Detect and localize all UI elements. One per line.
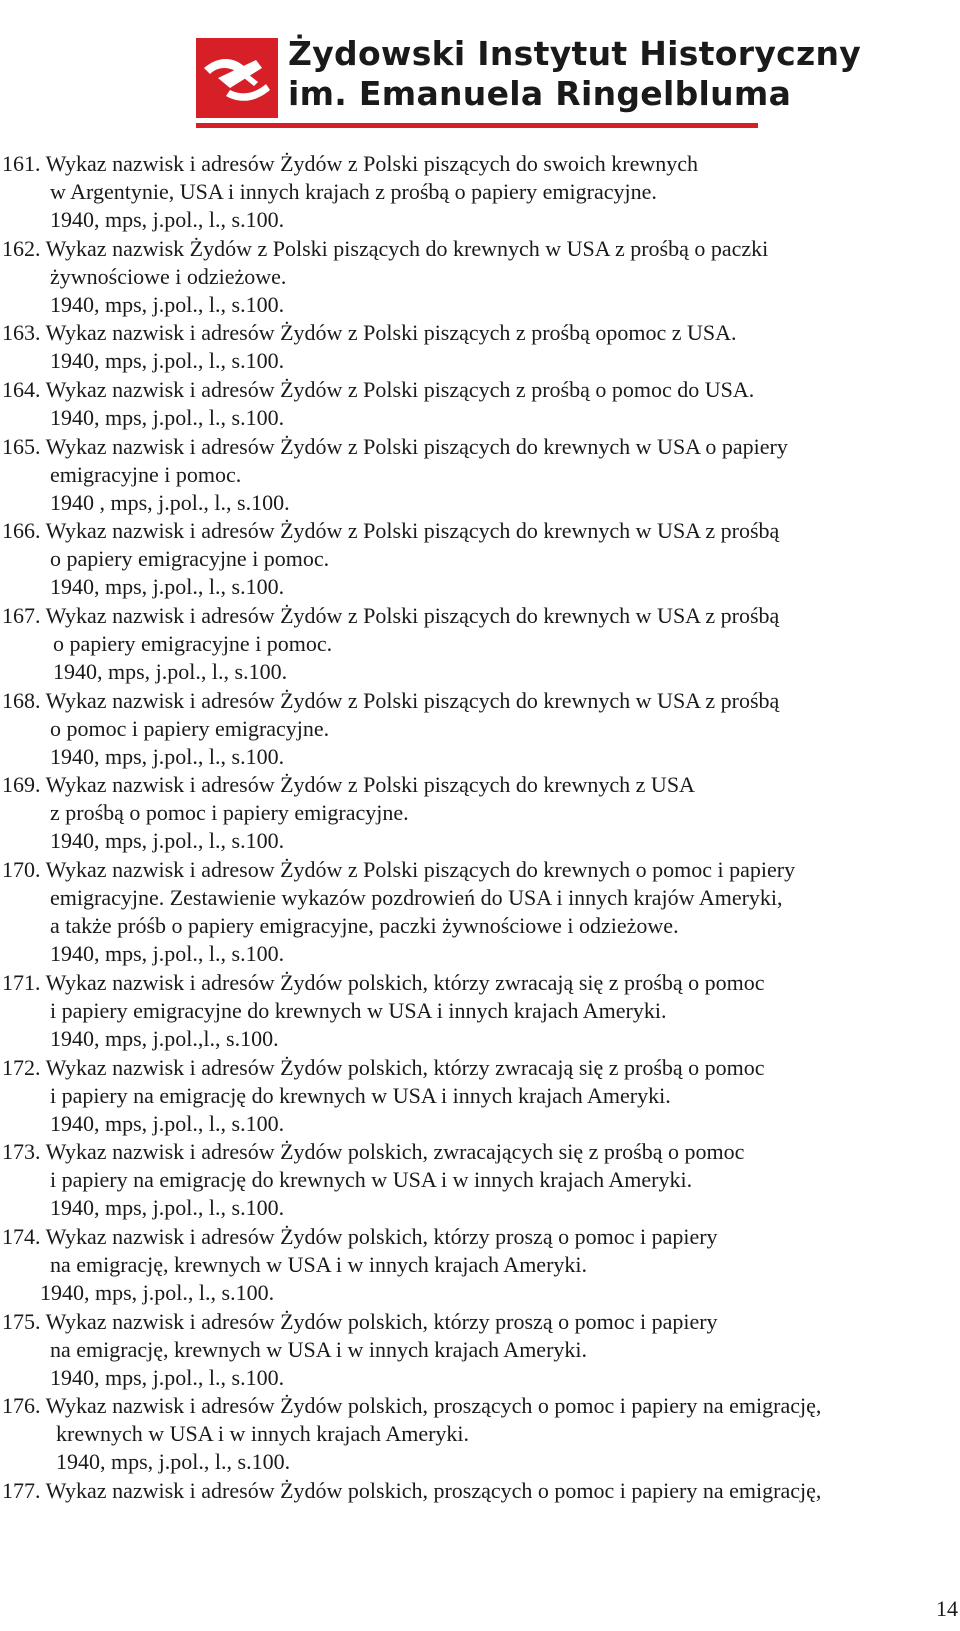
entry-166-line-1: 166. Wykaz nazwisk i adresów Żydów z Polski piszących do krewnych w USA z prośbą (2, 518, 780, 543)
entry-165-line-3: 1940 , mps, j.pol., l., s.100. (50, 490, 290, 515)
entry-173-line-3: 1940, mps, j.pol., l., s.100. (50, 1195, 285, 1220)
entry-170-line-3: a także próśb o papiery emigracyjne, paczki żywnościowe i odzieżowe. (50, 913, 679, 938)
entry-176-line-3: 1940, mps, j.pol., l., s.100. (56, 1449, 291, 1474)
institute-name: Żydowski Instytut Historyczny (288, 34, 862, 73)
entry-165-line-1: 165. Wykaz nazwisk i adresów Żydów z Polski piszących do krewnych w USA o papiery (2, 434, 788, 459)
entry-172-line-2: i papiery na emigrację do krewnych w USA i innych krajach Ameryki. (50, 1083, 671, 1108)
entry-169-line-3: 1940, mps, j.pol., l., s.100. (50, 828, 285, 853)
entry-171-line-3: 1940, mps, j.pol.,l., s.100. (50, 1026, 279, 1051)
entry-163-line-1: 163. Wykaz nazwisk i adresów Żydów z Polski piszących z prośbą opomoc z USA. (2, 320, 737, 345)
entry-174-line-2: na emigrację, krewnych w USA i w innych krajach Ameryki. (50, 1252, 588, 1277)
entry-167-line-1: 167. Wykaz nazwisk i adresów Żydów z Polski piszących do krewnych w USA z prośbą (2, 603, 780, 628)
entry-167-line-2: o papiery emigracyjne i pomoc. (53, 631, 333, 656)
entry-168-line-1: 168. Wykaz nazwisk i adresów Żydów z Polski piszących do krewnych w USA z prośbą (2, 688, 780, 713)
entry-172-line-3: 1940, mps, j.pol., l., s.100. (50, 1111, 285, 1136)
entry-168-line-3: 1940, mps, j.pol., l., s.100. (50, 744, 285, 769)
entry-161-line-2: w Argentynie, USA i innych krajach z prośbą o papiery emigracyjne. (50, 179, 657, 204)
page-number: 14 (936, 1596, 958, 1621)
institute-header (190, 30, 862, 120)
entry-162-line-3: 1940, mps, j.pol., l., s.100. (50, 292, 285, 317)
entry-174-line-1: 174. Wykaz nazwisk i adresów Żydów polskich, którzy proszą o pomoc i papiery (2, 1224, 718, 1249)
entry-165-line-2: emigracyjne i pomoc. (50, 462, 242, 487)
entry-162-line-2: żywnościowe i odzieżowe. (50, 264, 287, 289)
entry-170-line-1: 170. Wykaz nazwisk i adresow Żydów z Polski piszących do krewnych o pomoc i papiery (2, 857, 796, 882)
entry-176-line-1: 176. Wykaz nazwisk i adresów Żydów polskich, proszących o pomoc i papiery na emigrację, (2, 1393, 822, 1418)
institute-patron: im. Emanuela Ringelbluma (288, 74, 792, 113)
entry-173-line-2: i papiery na emigrację do krewnych w USA i w innych krajach Ameryki. (50, 1167, 693, 1192)
entry-177-line-1: 177. Wykaz nazwisk i adresów Żydów polskich, proszących o pomoc i papiery na emigrację, (2, 1478, 822, 1503)
entry-162-line-1: 162. Wykaz nazwisk Żydów z Polski piszących do krewnych w USA z prośbą o paczki (2, 236, 769, 261)
entry-166-line-2: o papiery emigracyjne i pomoc. (50, 546, 330, 571)
header-underline (196, 123, 758, 128)
entry-168-line-2: o pomoc i papiery emigracyjne. (50, 716, 330, 741)
entry-167-line-3: 1940, mps, j.pol., l., s.100. (53, 659, 288, 684)
entry-169-line-2: z prośbą o pomoc i papiery emigracyjne. (50, 800, 409, 825)
institute-logo-icon (196, 38, 278, 118)
entry-171-line-2: i papiery emigracyjne do krewnych w USA i innych krajach Ameryki. (50, 998, 667, 1023)
entry-175-line-1: 175. Wykaz nazwisk i adresów Żydów polskich, którzy proszą o pomoc i papiery (2, 1309, 718, 1334)
entry-163-line-2: 1940, mps, j.pol., l., s.100. (50, 348, 285, 373)
entry-176-line-2: krewnych w USA i w innych krajach Ameryki. (56, 1421, 470, 1446)
entry-166-line-3: 1940, mps, j.pol., l., s.100. (50, 574, 285, 599)
entry-164-line-1: 164. Wykaz nazwisk i adresów Żydów z Polski piszących z prośbą o pomoc do USA. (2, 377, 755, 402)
entry-161-line-1: 161. Wykaz nazwisk i adresów Żydów z Polski piszących do swoich krewnych (2, 151, 698, 176)
entry-161-line-3: 1940, mps, j.pol., l., s.100. (50, 207, 285, 232)
entry-164-line-2: 1940, mps, j.pol., l., s.100. (50, 405, 285, 430)
entry-174-line-3: 1940, mps, j.pol., l., s.100. (40, 1280, 275, 1305)
entry-170-line-2: emigracyjne. Zestawienie wykazów pozdrowień do USA i innych krajów Ameryki, (50, 885, 783, 910)
entry-175-line-2: na emigrację, krewnych w USA i w innych krajach Ameryki. (50, 1337, 588, 1362)
entry-175-line-3: 1940, mps, j.pol., l., s.100. (50, 1365, 285, 1390)
entry-173-line-1: 173. Wykaz nazwisk i adresów Żydów polskich, zwracających się z prośbą o pomoc (2, 1139, 745, 1164)
entry-169-line-1: 169. Wykaz nazwisk i adresów Żydów z Polski piszących do krewnych z USA (2, 772, 695, 797)
entry-171-line-1: 171. Wykaz nazwisk i adresów Żydów polskich, którzy zwracają się z prośbą o pomoc (2, 970, 765, 995)
entry-170-line-4: 1940, mps, j.pol., l., s.100. (50, 941, 285, 966)
entry-172-line-1: 172. Wykaz nazwisk i adresów Żydów polskich, którzy zwracają się z prośbą o pomoc (2, 1055, 765, 1080)
